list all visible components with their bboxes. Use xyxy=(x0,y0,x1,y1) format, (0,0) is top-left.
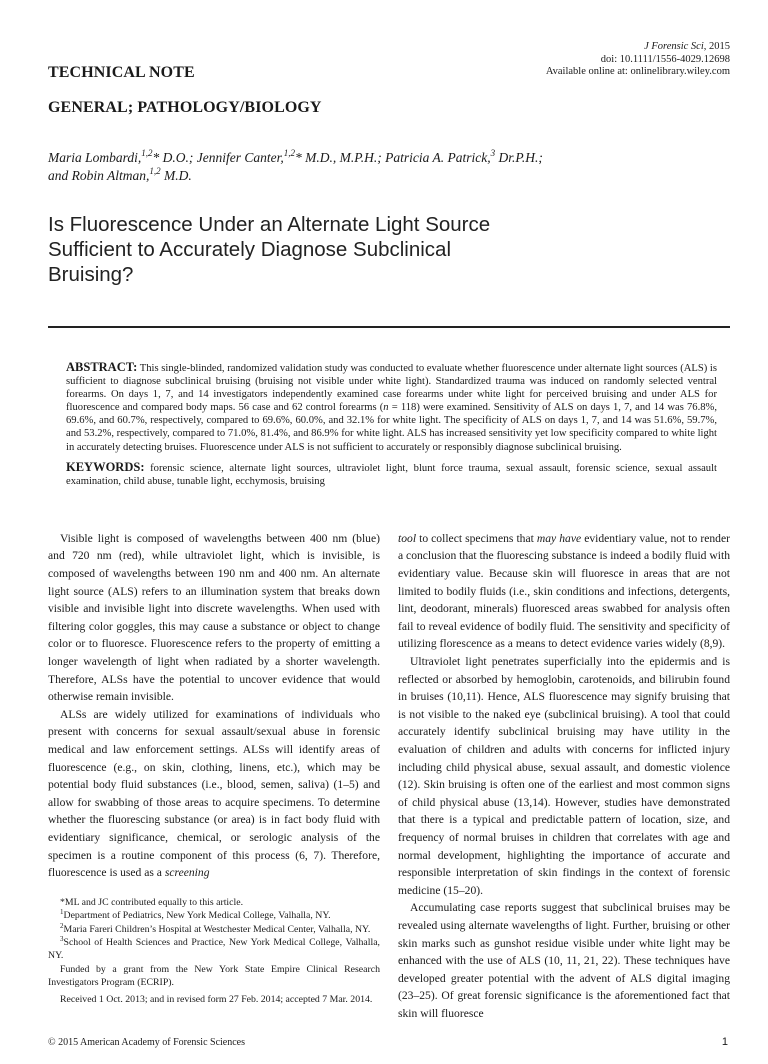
journal-name: J Forensic Sci xyxy=(644,41,704,52)
author: Patricia A. Patrick,$^3$ Dr.P.H.; xyxy=(385,148,543,165)
online-availability: Available online at: onlinelibrary.wiley.com xyxy=(545,66,730,77)
doi: doi: 10.1111/1556-4029.12698 xyxy=(600,53,730,65)
page-footer xyxy=(48,1036,730,1048)
footnote-affiliation: $^2$Maria Fareri Children’s Hospital at Westchester Medical Center, Valhalla, NY. xyxy=(60,921,371,935)
author: and Robin Altman,$^{1,2}$ M.D. xyxy=(48,166,192,183)
footnote-affiliation: $^1$Department of Pediatrics, New York Medical College, Valhalla, NY. xyxy=(60,908,331,922)
abstract: ABSTRACT: This single-blinded, randomized validation study was conducted to evaluate whether fluorescence under alternate light sources (ALS) is sufficient to diagnose subclinical bruising (bruising not visible under white light). Standardized trauma was induced on randomly selected ventral forearms. On days 1, 7, and 14 investigators independently examined case forearms under white light for perceived bruising and under ALS for fluorescence and compared body maps. 56 case and 62 control forearms (n = 118) were examined. Sensitivity of ALS on days 1, 7, and 14 was 76.8%, 69.6%, and 60.7%, respectively, compared to 69.6%, 60.0%, and 32.1% for white light. The specificity of ALS on days 1, 7, and 14 was 51.6%, 59.7%, and 53.2%, respectively, compared to 71.0%, 81.4%, and 86.9% for white light. ALS has increased sensitivity yet low specificity compared to white light in accurately detecting bruises. Fluorescence under ALS is not sufficient to accurately or responsibly diagnose subclinical bruising. xyxy=(66,360,717,453)
author: Jennifer Canter,$^{1,2}$* M.D., M.P.H.; xyxy=(196,148,386,165)
keywords: KEYWORDS: forensic science, alternate light sources, ultraviolet light, blunt force trauma, sexual assault, forensic science, sexual assault examination, child abuse, tunable light, ecchymosis, bruising xyxy=(66,459,717,487)
article-category: GENERAL; PATHOLOGY/BIOLOGY xyxy=(48,99,322,116)
paragraph: Ultraviolet light penetrates superficially into the epidermis and is reflected or absorbed by hemoglobin, carotenoids, and bilirubin found in bruises (10,11). Hence, ALS fluorescence may signify bruising that is not visible to the naked eye (subclinical bruising). A tool that could accurately identify subclinical bruising may have utility in the evaluation of children and adults with concerns for inflicted injury including child physical abuse, sexual assault, and domestic violence (12). Skin bruising is often one of the earliest and most common signs of child physical abuse (13,14). However, studies have demonstrated that there is a typical and predictable pattern of location, size, and frequency of normal bruises in children that correlates with age and normal development, highlighting the importance of accurate and responsible interpretation of skin findings in the context of forensic medicine (15–20). xyxy=(398,655,730,897)
paragraph: Accumulating case reports suggest that subclinical bruises may be revealed using alternate wavelengths of light. Further, bruising or other skin marks such as gunshot residue visible under white light may be enhanced with the use of ALS (10, 11, 21, 22). These techniques have developed greater potential with the advent of ALS digital imaging (23–25). Of great forensic significance is the aforementioned fact that skin will fluoresce xyxy=(398,901,730,1020)
footnote-equal-contribution: *ML and JC contributed equally to this article. xyxy=(60,896,244,908)
page-number: 1 xyxy=(721,1036,728,1049)
keywords-label: KEYWORDS: xyxy=(66,459,145,474)
article-title: Is Fluorescence Under an Alternate Light Source Sufficient to Accurately Diagnose Subclinical Bruising? xyxy=(48,213,491,286)
footnotes xyxy=(48,896,380,1006)
paragraph: Visible light is composed of wavelengths between 400 nm (blue) and 720 nm (red), while ultraviolet light, which is invisible, is composed of wavelengths between 190 nm and 400 nm. An alternate light source (ALS) refers to an illumination system that breaks down visible and invisible light into discrete wavelengths. When used with filtering color goggles, this may cause a substance or object to change color or to fluoresce. Fluorescence refers to the property of emitting a longer wavelength of light when radiated by a shorter wavelength. Therefore, ALSs have the potential to uncover evidence that would otherwise remain invisible. xyxy=(48,531,380,704)
journal-year: , 2015 xyxy=(703,41,730,52)
paragraph: tool to collect specimens that may have evidentiary value, not to render a conclusion that the fluorescing substance is indeed a bodily fluid with evidentiary value. Because skin will fluoresce in areas that are not limited to bodily fluids (i.e., skin conditions and infections, detergents, lint, deodorant, minerals) fluoresced areas swabbed for analysis often fail to reveal evidence of bodily fluid. The sensitivity and specificity of utilizing florescence as a means to detect evidence varies widely (8,9). xyxy=(398,531,730,651)
body-column-right xyxy=(398,530,730,1023)
footnote-funding: Funded by a grant from the New York State Empire Clinical Research Investigators Program (ECRIP). xyxy=(48,963,380,989)
author: Maria Lombardi,$^{1,2}$* D.O.; xyxy=(48,148,197,165)
paragraph: ALSs are widely utilized for examinations of individuals who present with concerns for sexual assault/sexual abuse in forensic medical and law enforcement settings. ALSs will identify areas of fluorescence (e.g., on skin, clothing, linens, etc.), which may be potential body fluid substances (i.e., blood, semen, saliva) (1–5) and allow for swabbing of those areas to acquire specimens. To determine whether the fluorescing substance (or area) is in fact body fluid with evidentiary significance, chemical, or serologic analysis of the specimen is a routine component of this process (6, 7). Therefore, fluorescence is used as a screening xyxy=(48,707,380,880)
footnote-affiliation: $^3$School of Health Sciences and Practice, New York Medical College, Valhalla, NY. xyxy=(48,934,380,962)
copyright: © 2015 American Academy of Forensic Sciences xyxy=(48,1037,245,1049)
body-column-left xyxy=(48,530,380,1023)
footnote-received: Received 1 Oct. 2013; and in revised form 27 Feb. 2014; accepted 7 Mar. 2014. xyxy=(60,993,373,1005)
article-type: TECHNICAL NOTE xyxy=(48,64,195,81)
abstract-label: ABSTRACT: xyxy=(66,360,138,374)
body-columns xyxy=(48,530,730,1023)
